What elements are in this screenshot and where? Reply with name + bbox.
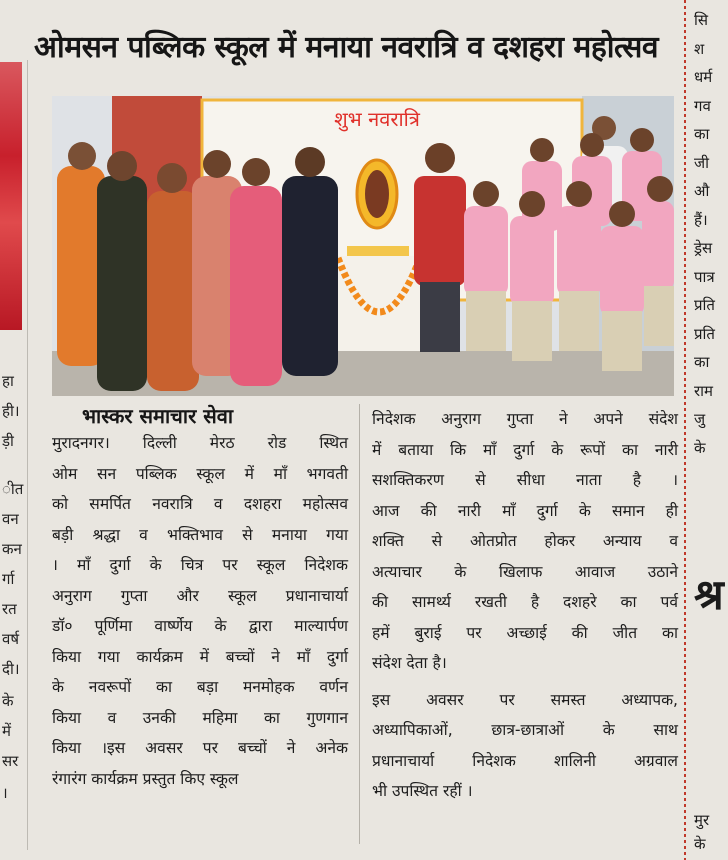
left-text-fragment: कन — [2, 540, 22, 558]
right-text-fragment: पात्र — [694, 267, 715, 286]
article-text-line: संदेश देता है। — [372, 654, 447, 672]
article-text-line: की सामर्थ्य रखती है दशहरे का पर्व — [372, 593, 678, 611]
column-divider — [359, 404, 360, 844]
left-text-fragment: के — [2, 692, 14, 710]
right-text-fragment: धर्म — [694, 68, 713, 86]
article-text-line: अध्यापिकाओं, छात्र-छात्राओं के साथ — [372, 721, 678, 739]
article-text-line: हमें बुराई पर अच्छाई की जीत का — [372, 623, 678, 642]
article-text-line: के नवरूपों का बड़ा मनमोहक वर्णन — [52, 678, 348, 696]
left-text-fragment: में — [2, 722, 11, 740]
left-text-fragment: ड़ी — [2, 432, 14, 450]
article-text-line: सशक्तिकरण से सीधा नाता है । — [372, 471, 678, 489]
right-text-fragment: प्रति — [694, 296, 715, 314]
left-adjacent-photo — [0, 62, 22, 330]
right-text-fragment: प्रति — [694, 324, 715, 343]
article-text-line: किया गया कार्यक्रम में बच्चों ने माँ दुर्गा — [52, 647, 348, 666]
right-text-fragment: के — [694, 438, 706, 457]
article-text-line: को समर्पित नवरात्रि व दशहरा महोत्सव — [52, 495, 348, 513]
right-text-fragment: राम — [694, 381, 713, 400]
right-text-fragment: हैं। — [694, 210, 708, 229]
right-column-rule — [684, 0, 686, 860]
article-text-line: बड़ी श्रद्धा व भक्तिभाव से मनाया गया — [52, 525, 348, 544]
banner-text: शुभ नवरात्रि — [334, 107, 420, 131]
left-column-rule — [27, 60, 28, 850]
right-text-fragment: श — [694, 39, 705, 58]
right-adjacent-column — [690, 0, 728, 860]
article-text-line: इस अवसर पर समस्त अध्यापक, — [372, 690, 678, 709]
article-text-line: अनुराग गुप्ता और स्कूल प्रधानाचार्या — [52, 586, 348, 605]
article-paragraph-2 — [372, 404, 678, 679]
right-text-fragment: सि — [694, 11, 709, 29]
article-text-line: में बताया कि माँ दुर्गा के रूपों का नारी — [372, 440, 678, 459]
event-photo-illustration — [52, 96, 674, 396]
article-text-line: रंगारंग कार्यक्रम प्रस्तुत किए स्कूल — [52, 769, 239, 788]
left-text-fragment: सर — [2, 752, 19, 770]
article-text-line: भी उपस्थित रहीं । — [372, 782, 473, 800]
left-text-fragment: र्गा — [2, 570, 15, 588]
left-text-fragment: दी। — [2, 660, 20, 678]
right-text-fragment: का — [694, 125, 710, 143]
article-text-line: डॉ० पूर्णिमा वार्ष्णेय के द्वारा माल्यार्पण — [52, 617, 348, 635]
left-text-fragment: वन — [2, 510, 19, 528]
article-text-line: । माँ दुर्गा के चित्र पर स्कूल निदेशक — [52, 556, 348, 574]
left-text-fragment: ही। — [2, 402, 20, 420]
left-text-fragment: हा — [2, 372, 14, 390]
article-paragraph-3 — [372, 685, 678, 807]
right-text-fragment: मुर — [694, 811, 710, 829]
left-text-fragment: वर्ष — [2, 630, 20, 648]
right-text-fragment: औ — [694, 182, 710, 200]
right-adjacent-heading-letter: श्र — [694, 570, 724, 619]
right-text-fragment: जु — [694, 410, 706, 428]
left-text-fragment: ीत — [2, 480, 24, 498]
article-text-line: किया व उनकी महिमा का गुणगान — [52, 708, 348, 727]
article-text-line: अत्याचार के खिलाफ आवाज उठाने — [372, 562, 678, 581]
article-text-line: किया ।इस अवसर पर बच्चों ने अनेक — [52, 739, 348, 757]
right-text-fragment: ड्रेस — [694, 239, 713, 257]
article-text-line: आज की नारी माँ दुर्गा के समान ही — [372, 501, 678, 520]
left-text-fragment: । — [2, 784, 8, 802]
right-text-fragment: गव — [694, 96, 711, 115]
right-text-fragment: के — [694, 835, 706, 853]
article-text-line: मुरादनगर। दिल्ली मेरठ रोड स्थित — [52, 434, 348, 452]
left-adjacent-column — [0, 0, 24, 860]
article-text-line: शक्ति से ओतप्रोत होकर अन्याय व — [372, 532, 678, 550]
right-text-fragment: का — [694, 353, 710, 371]
article-photo — [52, 96, 674, 396]
right-text-fragment: जी — [694, 153, 710, 172]
article-text-line: ओम सन पब्लिक स्कूल में माँ भगवती — [52, 464, 348, 483]
article-text-line: निदेशक अनुराग गुप्ता ने अपने संदेश — [372, 410, 678, 428]
article-column-1 — [52, 428, 348, 794]
article-byline: भास्कर समाचार सेवा — [82, 404, 234, 428]
article-column-2 — [372, 404, 678, 807]
left-text-fragment: रत — [2, 600, 17, 618]
article-text-line: प्रधानाचार्या निदेशक शालिनी अग्रवाल — [372, 751, 678, 770]
article-headline: ओमसन पब्लिक स्कूल में मनाया नवरात्रि व दशहरा महोत्सव — [34, 30, 659, 65]
